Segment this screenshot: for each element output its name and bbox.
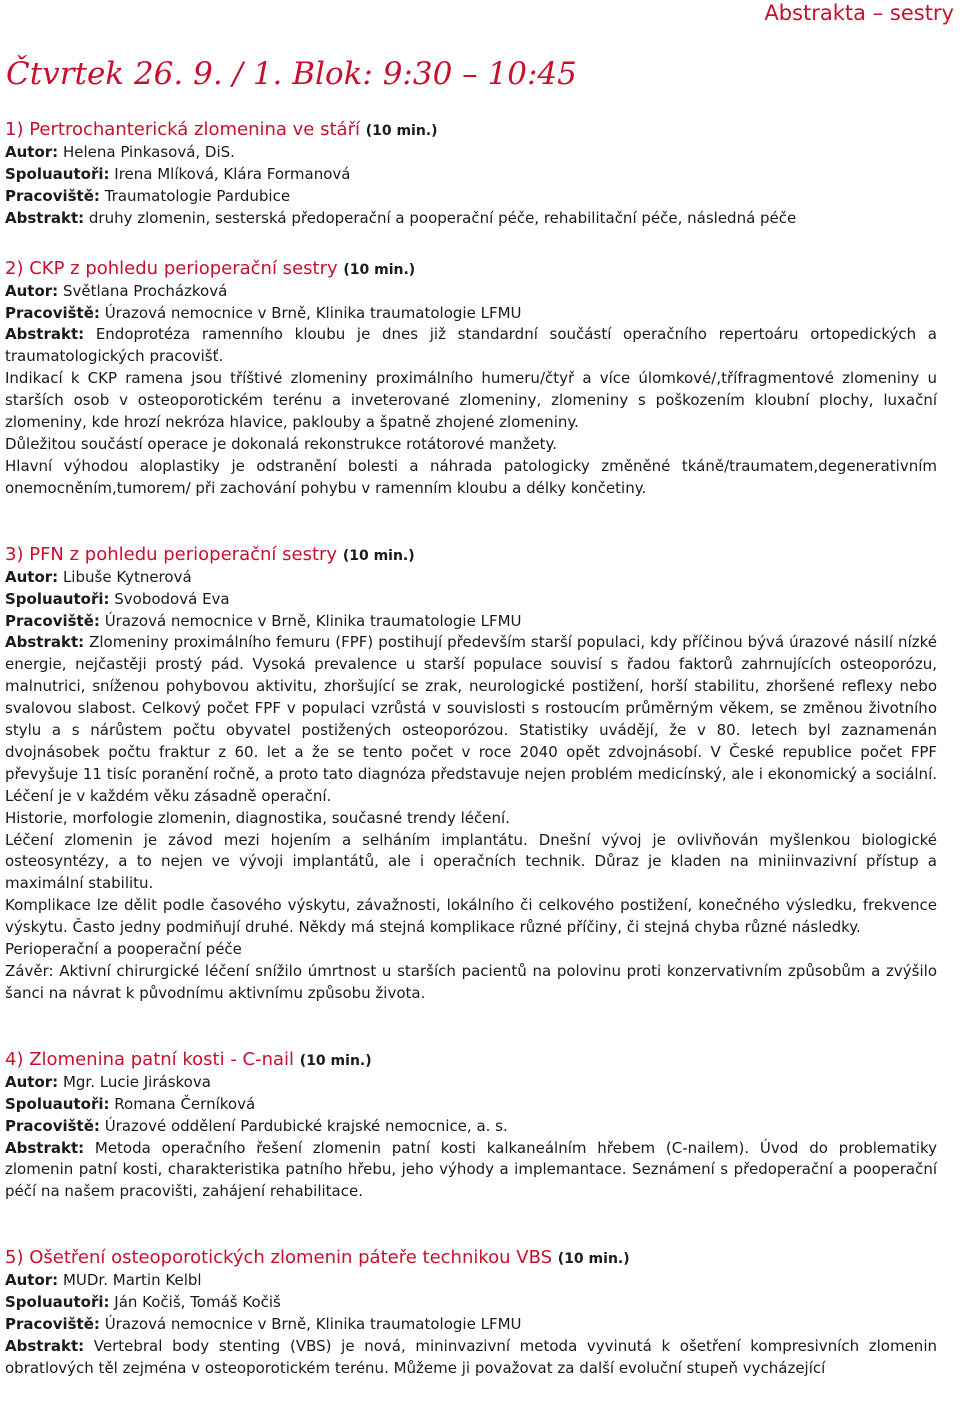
coauthors-label: Spoluautoři: [5, 1293, 110, 1312]
workplace-label: Pracoviště: [5, 1315, 100, 1334]
talk-author [5, 1072, 937, 1094]
talk-duration: (10 min.) [342, 547, 415, 564]
talk-coauthors [5, 589, 937, 611]
author-value: Světlana Procházková [62, 281, 228, 300]
talk-duration: (10 min.) [557, 1251, 630, 1268]
abstract-label: Abstrakt: [5, 1336, 85, 1355]
section-spacer [5, 1203, 937, 1247]
talk-title [5, 119, 937, 142]
talk-author [5, 1270, 937, 1292]
workplace-value: Úrazová nemocnice v Brně, Klinika traumatologie LFMU [104, 1315, 522, 1334]
abstract-value: Zlomeniny proximálního femuru (FPF) postihují především starší populaci, kdy příčinou bývá úrazové násilí nízké energie, nejčastěji prostý pád. Vysoká prevalence u starší populace souvisí s řadou faktorů zahrnujících osteoporózu, malnutrici, sníženou pohybovou aktivitu, zhoršující se zrak, neurologické postižení, horší stabilitu, zhoršené reflexy nebo svalovou slabost. Celkový počet FPF v populaci vzrůstá v souvislosti s rostoucím průměrným věkem, se změnou životního stylu a s nárůstem počtu obyvatel postižených osteoporózou. Statistiky uvádějí, že v 80. letech byl zaznamenán dvojnásobek počtu fraktur z 60. let a že se tento počet v roce 2040 opět zdvojnásobí. V České republice počet FPF převyšuje 11 tisíc poranění ročně, a proto tato diagnóza představuje nejen problém medicínský, ale i ekonomický a sociální. Léčení je v každém věku zásadně operační. [5, 633, 937, 805]
author-value: Libuše Kytnerová [62, 567, 192, 586]
abstract-label: Abstrakt: [5, 208, 85, 227]
talk-number: 2) [5, 257, 24, 279]
section-spacer [5, 500, 937, 544]
workplace-value: Úrazové oddělení Pardubické krajské nemocnice, a. s. [104, 1116, 508, 1135]
coauthors-label: Spoluautoři: [5, 1094, 110, 1113]
talk-number: 1) [5, 119, 24, 140]
abstract-label: Abstrakt: [5, 1138, 85, 1157]
abstract-paragraph: Indikací k CKP ramena jsou tříštivé zlomeniny proximálního humeru/čtyř a více úlomkové/,třífragmentové zlomeniny u starších osob v osteoporotickém terénu a inveterované zlomeniny, zlomeniny s poškozením kloubní plochy, luxační zlomeniny, kde hrozí nekróza hlavice, paklouby a špatně zhojené zlomeniny. [5, 369, 937, 432]
talk-coauthors [5, 1094, 937, 1116]
workplace-value: Traumatologie Pardubice [104, 186, 291, 205]
talk-abstract [5, 1138, 937, 1204]
coauthors-label: Spoluautoři: [5, 164, 110, 183]
talk-abstract [5, 208, 937, 230]
workplace-value: Úrazová nemocnice v Brně, Klinika traumatologie LFMU [104, 611, 522, 630]
talk-title-text: Ošetření osteoporotických zlomenin páteře technikou VBS [29, 1247, 553, 1269]
abstract-value: Endoprotéza ramenního kloubu je dnes již standardní součástí operačního repertoáru ortopedických a traumatologických pracovišť. [5, 325, 937, 366]
talk-workplace [5, 1314, 937, 1336]
running-head-section: Abstrakta [764, 1, 867, 25]
talk-title-text: Zlomenina patní kosti - C-nail [29, 1048, 295, 1070]
coauthors-label: Spoluautoři: [5, 589, 110, 608]
talk-title-text: PFN z pohledu perioperační sestry [29, 543, 338, 565]
talk-duration: (10 min.) [365, 123, 438, 139]
talk-2 [5, 258, 937, 500]
talk-3 [5, 544, 937, 1005]
author-value: MUDr. Martin Kelbl [62, 1271, 202, 1290]
abstract-label: Abstrakt: [5, 633, 85, 652]
talk-author [5, 142, 937, 164]
talk-workplace [5, 611, 937, 633]
talk-number: 5) [5, 1247, 24, 1269]
author-label: Autor: [5, 143, 59, 161]
abstract-value: Vertebral body stenting (VBS) je nová, mininvazivní metoda vyvinutá k ošetření kompresivních zlomenin obratlových těl zejména v osteoporotickém terénu. Můžeme ji považovat za další evoluční stupeň vycházející [5, 1336, 937, 1377]
abstract-paragraph: Perioperační a pooperační péče [5, 940, 242, 959]
workplace-label: Pracoviště: [5, 186, 100, 205]
talk-title-text: CKP z pohledu perioperační sestry [29, 257, 338, 279]
talk-workplace [5, 1116, 937, 1138]
author-label: Autor: [5, 281, 59, 300]
workplace-label: Pracoviště: [5, 611, 100, 630]
abstract-value: druhy zlomenin, sesterská předoperační a pooperační péče, rehabilitační péče, následná péče [88, 208, 797, 227]
day-heading: Čtvrtek 26. 9. / 1. Blok: 9:30 – 10:45 [6, 56, 577, 92]
workplace-label: Pracoviště: [5, 303, 100, 322]
talk-workplace [5, 186, 937, 208]
talk-1 [5, 119, 937, 230]
talk-4 [5, 1049, 937, 1203]
talk-number: 4) [5, 1048, 24, 1070]
coauthors-value: Romana Černíková [114, 1094, 256, 1113]
talk-author [5, 567, 937, 589]
running-head-audience: sestry [889, 1, 954, 25]
abstracts-list [5, 117, 937, 1380]
workplace-label: Pracoviště: [5, 1116, 100, 1135]
abstract-paragraph: Komplikace lze dělit podle časového výskytu, závažnosti, lokálního či celkového postižení, konečného výsledku, frekvence výskytu. Často jedny podmiňují druhé. Někdy má stejná komplikace různé příčiny, či stejná chyba různé následky. [5, 896, 937, 937]
talk-coauthors [5, 1292, 937, 1314]
abstract-paragraph: Závěr: Aktivní chirurgické léčení snížilo úmrtnost u starších pacientů na polovinu proti konzervativním způsobům a zvýšilo šanci na návrat k původnímu aktivnímu způsobu života. [5, 962, 937, 1002]
author-label: Autor: [5, 567, 59, 586]
workplace-value: Úrazová nemocnice v Brně, Klinika traumatologie LFMU [104, 303, 522, 322]
coauthors-value: Irena Mlíková, Klára Formanová [114, 164, 351, 183]
abstract-label: Abstrakt: [5, 325, 85, 344]
running-head-dash: – [872, 1, 884, 25]
author-value: Mgr. Lucie Jiráskova [62, 1072, 211, 1091]
author-label: Autor: [5, 1271, 59, 1290]
section-spacer [5, 230, 937, 258]
talk-title [5, 1247, 937, 1270]
talk-duration: (10 min.) [299, 1052, 372, 1069]
talk-title [5, 258, 937, 281]
talk-title-text: Pertrochanterická zlomenina ve stáří [29, 119, 360, 140]
talk-workplace [5, 303, 937, 325]
coauthors-value: Ján Kočiš, Tomáš Kočiš [114, 1293, 281, 1312]
coauthors-value: Svobodová Eva [114, 589, 230, 608]
talk-number: 3) [5, 543, 24, 565]
talk-abstract [5, 324, 937, 368]
talk-5 [5, 1247, 937, 1380]
abstract-value: Metoda operačního řešení zlomenin patní kosti kalkaneálním hřebem (C-nailem). Úvod do problematiky zlomenin patní kosti, charakteristika patního hřebu, jeho výhody a implemantace. Seznámení s předoperační a pooperační péčí na našem pracovišti, zahájení rehabilitace. [5, 1138, 937, 1201]
talk-coauthors [5, 164, 937, 186]
abstract-paragraph: Důležitou součástí operace je dokonalá rekonstrukce rotátorové manžety. [5, 434, 557, 453]
abstract-paragraph: Historie, morfologie zlomenin, diagnostika, současné trendy léčení. [5, 808, 510, 827]
abstract-paragraph: Léčení zlomenin je závod mezi hojením a selháním implantátu. Dnešní vývoj je ovlivňován myšlenkou biologické osteosyntézy, a to nejen ve vývoji implantátů, ale i operačních technik. Důraz je kladen na miniinvazivní přístup a maximální stabilitu. [5, 830, 937, 893]
running-head [764, 1, 954, 25]
talk-author [5, 281, 937, 303]
abstract-paragraph: Hlavní výhodou aloplastiky je odstranění bolesti a náhrada patologicky změněné tkáně/traumatem,degenerativním onemocněním,tumorem/ při zachování pohybu v ramenním kloubu a délky končetiny. [5, 456, 937, 497]
section-spacer [5, 1005, 937, 1049]
talk-title [5, 544, 937, 567]
talk-duration: (10 min.) [343, 261, 416, 278]
talk-abstract [5, 632, 937, 807]
talk-abstract [5, 1336, 937, 1380]
author-label: Autor: [5, 1072, 59, 1091]
author-value: Helena Pinkasová, DiS. [62, 143, 235, 161]
talk-title [5, 1049, 937, 1072]
